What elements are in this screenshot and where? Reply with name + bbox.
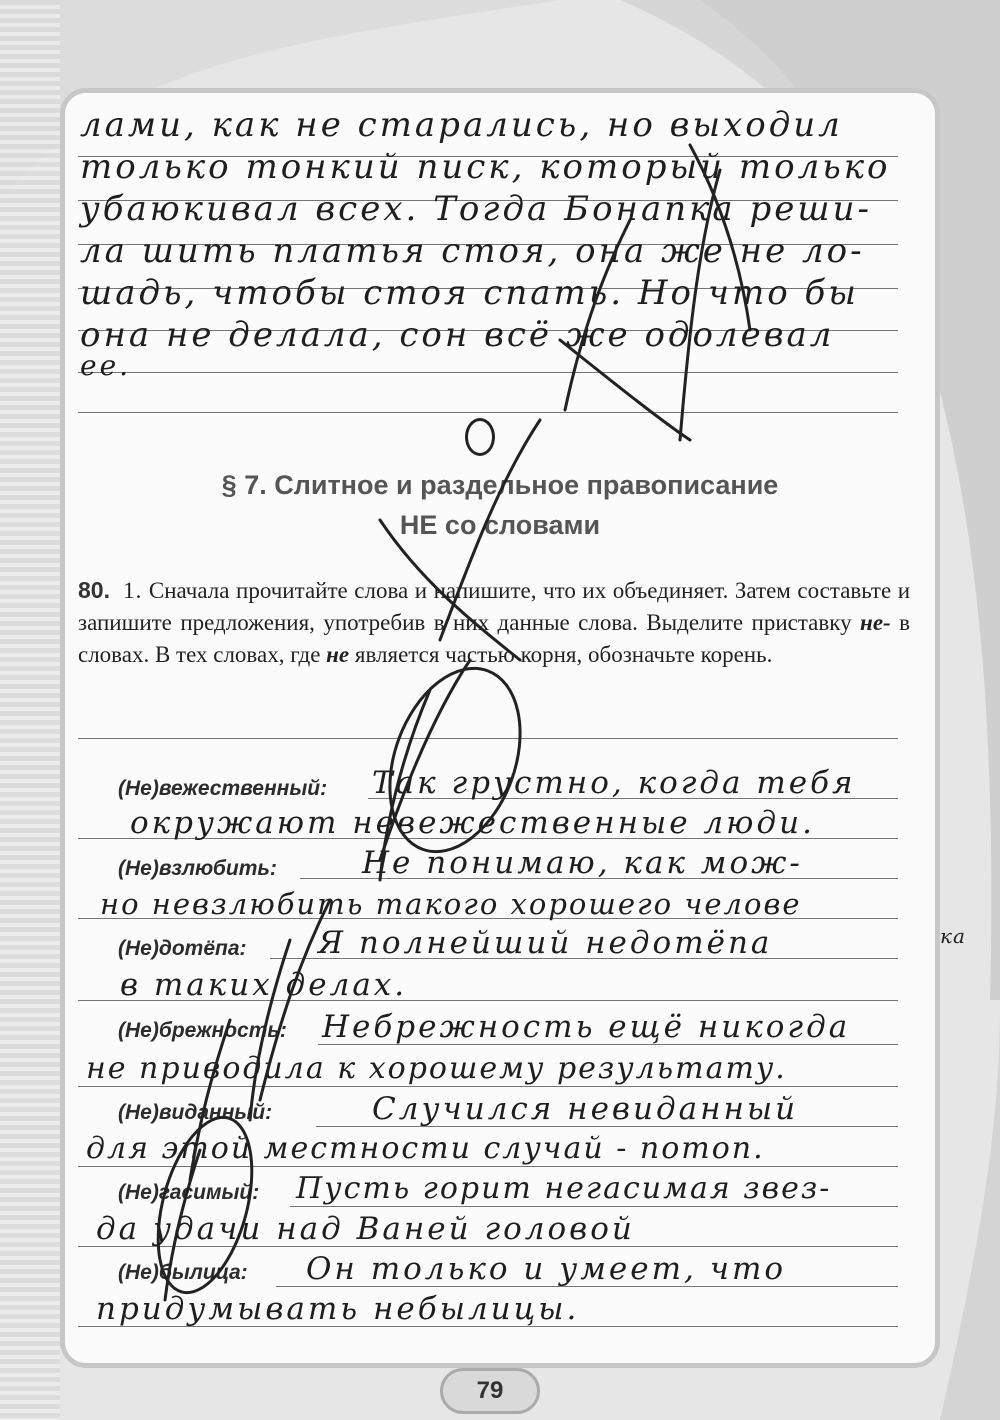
handwritten-answer: но невзлюбить такого хорошего челове [100,887,802,921]
task-text-part: является частью корня, обозначьте корень. [349,642,773,667]
ruled-line [290,1206,898,1207]
handwritten-answer: Пусть горит негасимая звез- [296,1171,832,1206]
circle-mark [465,418,495,456]
handwritten-answer: окружают невежественные люди. [130,805,815,841]
handwritten-line: ее. [80,349,132,382]
section-subtitle: НЕ со словами [399,510,601,540]
ruled-line [78,372,898,373]
section-title: § 7. Слитное и раздельное правописание [221,470,779,500]
handwritten-answer: для этой местности случай - потоп. [86,1131,765,1166]
handwritten-answer: Не понимаю, как мож- [362,845,803,881]
handwritten-answer: Так грустно, когда тебя [372,765,856,801]
left-edge-stripes [0,0,60,1420]
task-text [78,574,910,671]
margin-note: ка [940,924,966,948]
task-number: 80. [78,577,110,603]
handwritten-answer: в таких делах. [120,967,408,1003]
handwritten-answer: придумывать небылицы. [96,1291,580,1327]
ruled-line [78,1166,898,1167]
task-sub-number: 1. [123,578,143,603]
ruled-line [78,1086,898,1087]
handwritten-answer: Случился невиданный [372,1091,799,1127]
word-label: (Не)брежность: [118,1019,287,1042]
word-label: (Не)былица: [118,1261,248,1284]
prefix-highlight: не [326,642,350,667]
handwritten-line: убаюкивал всех. Тогда Бонапка реши- [80,189,872,229]
handwritten-line: она не делала, сон всё же одолевал [80,315,835,355]
handwritten-answer: Небрежность ещё никогда [322,1009,851,1045]
handwritten-answer: не приводила к хорошему результату. [86,1051,787,1086]
handwritten-line: ла шить платья стоя, она же не ло- [80,231,865,271]
word-label: (Не)взлюбить: [118,857,277,880]
handwritten-line: лами, как не старались, но выходил [80,105,843,145]
handwritten-answer: да удачи над Ваней головой [96,1211,635,1247]
word-label: (Не)вежественный: [118,777,328,800]
handwritten-line: шадь, чтобы стоя спать. Но что бы [80,273,859,313]
word-label: (Не)дотёпа: [118,937,247,960]
prefix-highlight: не- [860,610,891,635]
handwritten-line: только тонкий писк, который только [80,147,891,187]
page-number: 79 [440,1368,540,1414]
handwritten-answer: Он только и умеет, что [306,1251,787,1287]
task-text-part: в словах. В тех словах, где [78,610,910,667]
task-text-part: Сначала прочитайте слова и напишите, что их объединяет. Затем составьте и запишите предложения, употребив в них данные слова. Выделите приставку [78,578,911,635]
handwritten-answer: Я полнейший недотёпа [318,925,773,961]
ruled-line [78,738,898,739]
word-label: (Не)гасимый: [118,1181,260,1204]
ruled-line [78,412,898,413]
word-label: (Не)виданный: [118,1101,273,1124]
